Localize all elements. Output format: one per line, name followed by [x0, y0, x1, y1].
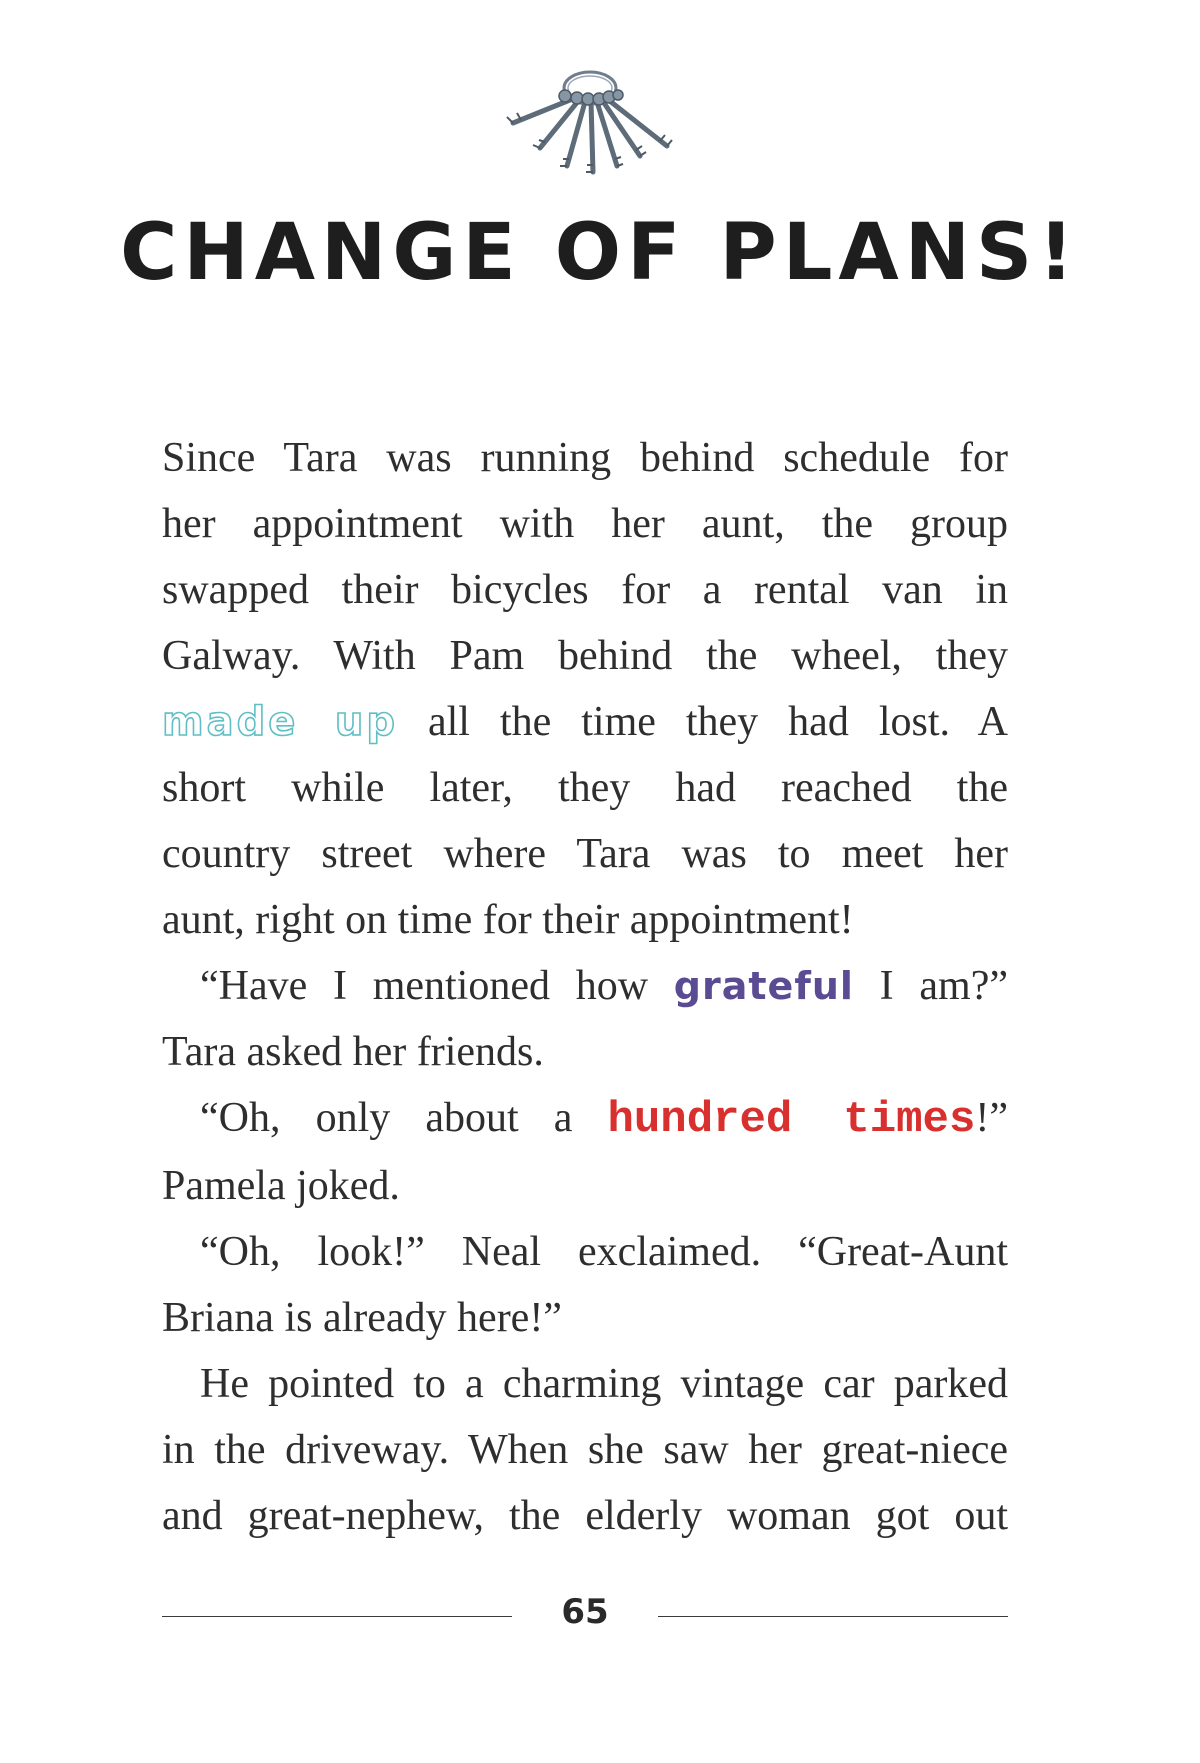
text-line: Briana is already here!” — [162, 1295, 562, 1341]
text-line: her appointment with her aunt, the group — [162, 501, 1008, 547]
footer-divider-right — [658, 1616, 1008, 1617]
text-line: swapped their bicycles for a rental van in — [162, 567, 1008, 613]
text-run: “Have I mentioned how — [200, 963, 674, 1009]
text-run: “Oh, only about a — [200, 1095, 608, 1141]
highlight-grateful: grateful — [673, 964, 854, 1008]
key-ring-icon — [495, 68, 685, 183]
text-run: all the time they had lost. A — [397, 699, 1009, 745]
text-run: !” — [975, 1095, 1008, 1141]
text-line: Tara asked her friends. — [162, 1029, 544, 1075]
chapter-body — [162, 425, 1008, 1549]
text-line: aunt, right on time for their appointment! — [162, 897, 854, 943]
highlight-made-up: made up — [162, 699, 398, 745]
text-line — [162, 953, 1008, 1019]
text-line — [162, 1085, 1008, 1153]
text-line: short while later, they had reached the — [162, 765, 1008, 811]
text-line: Since Tara was running behind schedule for — [162, 435, 1008, 481]
highlight-hundred-times: hundred times — [607, 1095, 976, 1145]
text-run: I am?” — [853, 963, 1008, 1009]
chapter-title: CHANGE OF PLANS! — [120, 208, 1080, 298]
text-line — [162, 689, 1008, 755]
page-number: 65 — [561, 1592, 609, 1632]
text-line: He pointed to a charming vintage car parked — [200, 1361, 1008, 1407]
text-line: and great-nephew, the elderly woman got out — [162, 1493, 1008, 1539]
text-line: Galway. With Pam behind the wheel, they — [162, 633, 1008, 679]
text-line: “Oh, look!” Neal exclaimed. “Great-Aunt — [200, 1229, 1008, 1275]
footer-divider-left — [162, 1616, 512, 1617]
text-line: in the driveway. When she saw her great-niece — [162, 1427, 1008, 1473]
text-line: country street where Tara was to meet her — [162, 831, 1008, 877]
text-line: Pamela joked. — [162, 1163, 400, 1209]
